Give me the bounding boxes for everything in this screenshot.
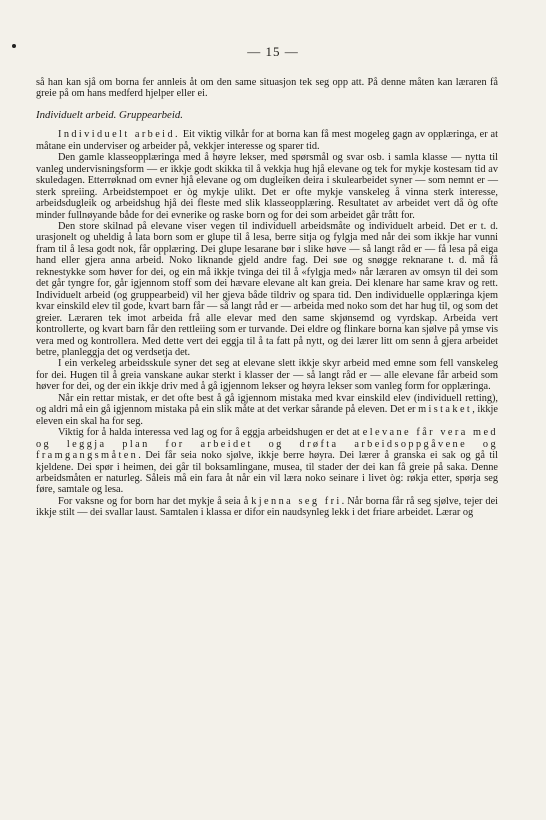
paragraph-work-school: I ein verkeleg arbeidsskule syner det seg at elevane slett ikkje skyr arbeid med emne som fell vanskeleg for dei. Hugen til å greia vanskane aukar sterkt i klasser der — så langt råd er — alle elevane får arbeid som høver for dei, og der ein ikkje driv med å gå igjennom lekser og høyra lekser som vanleg form for opplæringa. [36, 358, 498, 393]
quoted-phrase: «fylgja med» [301, 266, 357, 278]
section-heading: Individuelt arbeid. Gruppearbeid. [36, 108, 183, 121]
paragraph-individual-work [36, 129, 498, 152]
paragraph-text: Eit viktig vilkår for at borna kan få mest mogeleg gagn av opplæringa, er at måtane ein underviser og arbeider på, vekkjer interesse og sparer tid. [36, 129, 498, 152]
paragraph-individual-method [36, 221, 498, 358]
paragraph-freedom [36, 496, 498, 519]
paragraph-text: For vaksne og for born har det mykje å seia å [58, 495, 252, 507]
paragraph-text: , ikkje eleven ein skal ha for seg. [36, 404, 498, 427]
spaced-emphasis: kjenna seg fri [251, 495, 342, 507]
paragraph-text: . Dei får seia noko sjølve, ikkje berre høyra. Dei lærer å granska ei sak og gå til kjeldene. Dei spør i heimen, dei går til boksamlingane, musea, til stader der dei kan få greie på saka. Denne arbeidsmåten er naturleg. Såleis må ein fara åt når ein vil læra noko seinare i livet òg: røkja etter, spørja seg føre, samtale og lesa. [36, 450, 498, 496]
spaced-lead: Individuelt arbeid. [58, 129, 180, 141]
paragraph-text: Viktig for å halda interessa ved lag og for å eggja arbeidshugen er det at [58, 427, 363, 439]
body-text [36, 77, 498, 519]
intro-paragraph: så han kan sjå om borna fer annleis åt om den same situasjon tek seg opp att. På denne måten kan læraren få greie på om hans medferd hjelper eller ei. [36, 77, 498, 100]
spaced-emphasis: elevane får vera med og leggja plan for arbeidet og drøfta arbeidsoppgåvene og framgangsmåten [36, 427, 498, 462]
paragraph-text: . Når borna får rå seg sjølve, tejer dei ikkje stilt — dei svallar laust. Samtalen i klassa er difor ein naudsynleg lekk i det friare arbeidet. Lærar og [36, 495, 498, 519]
paragraph-text: når læraren av omsyn til dei som det går tyngre for, går igjennom stoff som dei hævare elevane alt kan greia. Dei klenare har same krav og rett. Individuelt arbeid (og gruppearbeid) vil her gjeva både tildriv og spara tid. Den individuelle opplæringa kjem kvar einskild elev til gode, kvart barn får — så langt råd er — arbeida med noko som det har hug til, og som det greier. Læraren tek imot arbeida frå alle elevar med den same skjønsemd og vyrdskap. Arbeida vert kontrollerte, og kvart barn får den rettleiing som er turvande. Dei eldre og flinkare borna kan sjølve på ymse vis vera med og kontrollera. Med dette vert dei eggja til å ta fatt på nytt, og dei lærer litt om senn å gjera arbeidet betre, planleggja det og verdsetja det. [36, 266, 498, 358]
paragraph-text: Når ein rettar mistak, er det ofte best å gå igjennom mistaka med kvar einskild elev (individuell retting), og aldri må ein gå igjennom mistaka på ein slik måte at det verkar sårande på eleven. Det er [36, 392, 498, 416]
paragraph-text: Den store skilnad på elevane viser vegen til individuell arbeidsmåte og individuelt arbeid. Det er t. d. urasjonelt og uheldig å lata born som er glupe til å lesa, berre sitja og fylgja med når dei som ikkje har vunni fram til å lesa godt nok, får opplæring. Dei glupe lesarane bør i slike høve — så langt råd er — få lesa på eiga hand eller gjera anna arbeid. Noko liknande gjeld andre fag. Dei søe og snøgge reknarane t. d. må få reknestykke som høver for dei, og ein må ikkje tvinga dei til å [36, 220, 498, 278]
page-number: — 15 — [247, 44, 299, 59]
spaced-emphasis: mistaket [418, 404, 473, 416]
paragraph-class-teaching: Den gamle klasseopplæringa med å høyre lekser, med spørsmål og svar osb. i samla klasse — nytta til vanleg undervisningsform — er ikkje godt skikka til å vekkja hug hjå elevane og tek for mykje kostesam tid av skuledagen. Etterrøknad om evner hjå elevane og om dugleiken deira i skulearbeidet syner — som nemnt er — sterk spreiing. Arbeidstempoet er òg mykje ulikt. Det er ofte mykje vanskeleg å vinna sterk interesse, arbeidsdugleik og arbeidshug hjå dei fleste med slik klasseopplæring. Resultatet av arbeidet vert då òg ofte minder fullnøyande både for dei evnerike og raske born og for dei som arbeidet går trått for. [36, 152, 498, 221]
paragraph-correction [36, 393, 498, 427]
paragraph-interest [36, 427, 498, 496]
